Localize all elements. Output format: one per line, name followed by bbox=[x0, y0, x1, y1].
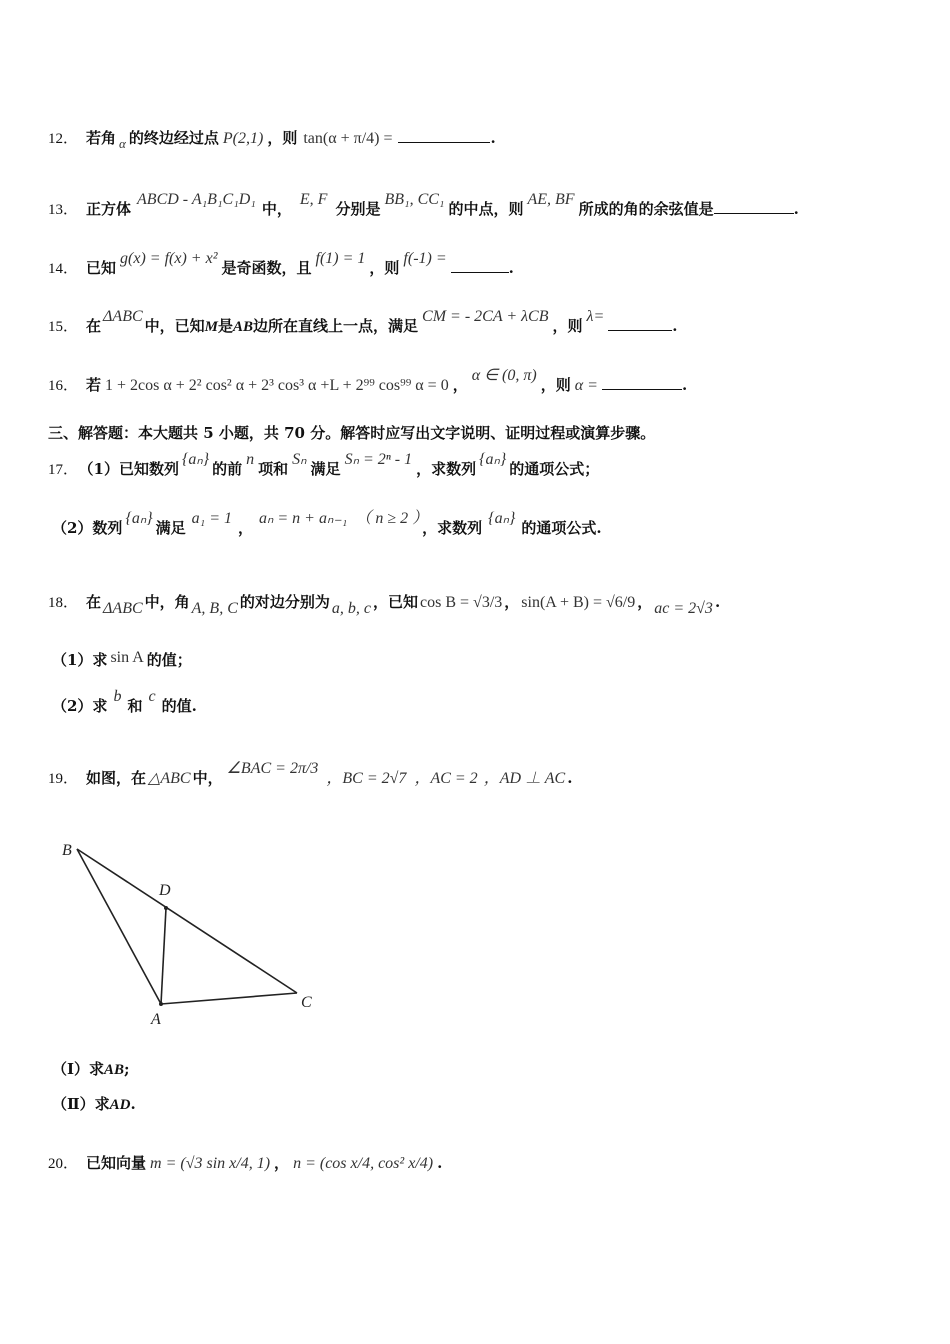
question-number: 20． bbox=[48, 1156, 79, 1172]
question-number: 12． bbox=[48, 131, 79, 147]
math-cube: ABCD - A₁B₁C₁D₁ bbox=[137, 191, 256, 208]
question-12: 12． 若角 α 的终边经过点 P(2,1) ，则 tan(α + π/4) = . bbox=[48, 129, 496, 151]
math-triangle: ΔABC bbox=[103, 308, 143, 325]
math-sequence: {aₙ} bbox=[181, 451, 210, 468]
question-16: 16． 若 1 + 2cos α + 2² cos² α + 2³ cos³ α +L + 2⁹⁹ cos⁹⁹ α = 0 ，α ∈ (0, π)，则 α = . bbox=[48, 367, 688, 394]
math-vector-m: m = (√3 sin x/4, 1) bbox=[150, 1155, 271, 1172]
math-sin-a-plus-b: sin(A + B) = √6/9 bbox=[521, 594, 636, 611]
math-alpha-eq: α = bbox=[574, 377, 598, 394]
math-f1: f(1) = 1 bbox=[315, 250, 366, 267]
math-g-def: g(x) = f(x) + x² bbox=[120, 250, 218, 267]
question-17-part2: （2）数列{aₙ}满足a₁ = 1，aₙ = n + aₙ₋₁ （ n ≥ 2 ），求数列{aₙ}的通项公式. bbox=[52, 510, 602, 537]
point-a-dot bbox=[159, 1002, 163, 1006]
question-17-part1: 17． （1）已知数列{aₙ}的前n项和Sₙ满足Sₙ = 2ⁿ - 1，求数列{aₙ}的通项公式； bbox=[48, 451, 600, 478]
question-18-sub1: （1）求 sin A 的值； bbox=[52, 649, 192, 669]
question-14: 14． 已知g(x) = f(x) + x²是奇函数，且f(1) = 1，则f(-1) =. bbox=[48, 250, 514, 277]
math-sequence: {aₙ} bbox=[479, 451, 507, 468]
question-number: 15． bbox=[48, 319, 79, 335]
math-perp: ，AD ⊥ AC bbox=[483, 770, 566, 787]
segment-bc bbox=[77, 849, 297, 993]
math-sequence: {aₙ} bbox=[488, 510, 516, 527]
math-a1: a₁ = 1 bbox=[191, 510, 232, 527]
math-vector-equation: CM = - 2CA + λCB bbox=[422, 308, 549, 325]
label-d: D bbox=[159, 882, 171, 899]
math-sin-a: sin A bbox=[110, 649, 144, 666]
answer-blank[interactable] bbox=[714, 199, 794, 214]
math-angles: A, B, C bbox=[191, 600, 238, 617]
math-ac: ac = 2√3 bbox=[654, 600, 713, 617]
math-sn: Sₙ bbox=[292, 451, 307, 468]
math-ac: ，AC = 2 bbox=[414, 770, 478, 787]
label-b: B bbox=[62, 842, 72, 859]
math-tan-expression: tan(α + π/4) = bbox=[303, 130, 393, 147]
math-triangle: △ABC bbox=[148, 770, 191, 787]
math-sides: a, b, c bbox=[331, 600, 371, 617]
question-13: 13． 正方体ABCD - A₁B₁C₁D₁中，E, F分别是BB₁, CC₁的中点，则AE, BF所成的角的余弦值是 . bbox=[48, 191, 799, 218]
math-cos-b: cos B = √3/3 bbox=[420, 594, 503, 611]
math-triangle: ΔABC bbox=[103, 600, 143, 617]
math-ef: E, F bbox=[299, 191, 328, 208]
question-19-sub2: （Ⅱ）求AD. bbox=[52, 1095, 136, 1113]
math-sequence: {aₙ} bbox=[125, 510, 153, 527]
question-number: 16． bbox=[48, 378, 79, 394]
segment-ad bbox=[161, 908, 166, 1004]
math-condition: （ n ≥ 2 ） bbox=[355, 510, 421, 527]
math-b: b bbox=[113, 688, 122, 705]
label-c: C bbox=[301, 994, 312, 1011]
question-20: 20． 已知向量 m = (√3 sin x/4, 1) ， n = (cos x/4, cos² x/4) . bbox=[48, 1154, 443, 1172]
answer-blank[interactable] bbox=[602, 375, 682, 390]
question-number: 14． bbox=[48, 261, 79, 277]
answer-blank[interactable] bbox=[451, 258, 509, 273]
question-19: 19． 如图，在 △ABC 中，∠BAC = 2π/3，BC = 2√7 ，AC = 2 ，AD ⊥ AC . bbox=[48, 760, 573, 787]
triangle-figure bbox=[55, 835, 345, 1035]
segment-ba bbox=[77, 849, 161, 1004]
math-lambda: λ= bbox=[586, 308, 605, 325]
answer-blank[interactable] bbox=[398, 128, 490, 143]
question-number: 13． bbox=[48, 202, 79, 218]
math-series: 1 + 2cos α + 2² cos² α + 2³ cos³ α +L + 2⁹⁹ cos⁹⁹ α = 0 bbox=[105, 377, 449, 394]
question-number: 17． bbox=[48, 462, 79, 478]
question-18: 18． 在 ΔABC 中，角 A, B, C 的对边分别为 a, b, c ，已知 cos B = √3/3 ， sin(A + B) = √6/9 ， ac = 2√3 . bbox=[48, 593, 721, 617]
math-alpha: α bbox=[119, 136, 126, 151]
math-bc: ，BC = 2√7 bbox=[326, 770, 407, 787]
math-recurrence: aₙ = n + aₙ₋₁ bbox=[259, 510, 348, 527]
question-18-sub2: （2）求b和c的值. bbox=[52, 688, 197, 715]
math-range: α ∈ (0, π) bbox=[471, 367, 537, 384]
segment-ac bbox=[161, 993, 297, 1004]
math-vector-n: n = (cos x/4, cos² x/4) bbox=[293, 1155, 434, 1172]
question-15: 15． 在ΔABC中，已知M是AB边所在直线上一点，满足CM = - 2CA + λCB，则λ=. bbox=[48, 308, 678, 335]
answer-blank[interactable] bbox=[608, 316, 672, 331]
math-c: c bbox=[148, 688, 156, 705]
question-number: 19． bbox=[48, 771, 79, 787]
math-lines: AE, BF bbox=[527, 191, 575, 208]
math-point: P(2,1) bbox=[222, 130, 264, 147]
point-d-dot bbox=[164, 906, 168, 910]
math-f-minus-1: f(-1) = bbox=[403, 250, 447, 267]
question-19-sub1: （Ⅰ）求AB; bbox=[52, 1060, 130, 1078]
math-angle-bac: ∠BAC = 2π/3 bbox=[226, 760, 319, 777]
math-n: n bbox=[246, 451, 255, 468]
math-edges: BB₁, CC₁ bbox=[384, 191, 445, 208]
math-sn-formula: Sₙ = 2ⁿ - 1 bbox=[344, 451, 413, 468]
label-a: A bbox=[151, 1011, 161, 1028]
section-heading: 三、解答题：本大题共 5 小题，共 70 分。解答时应写出文字说明、证明过程或演算步骤。 bbox=[48, 424, 656, 442]
question-number: 18． bbox=[48, 595, 79, 611]
